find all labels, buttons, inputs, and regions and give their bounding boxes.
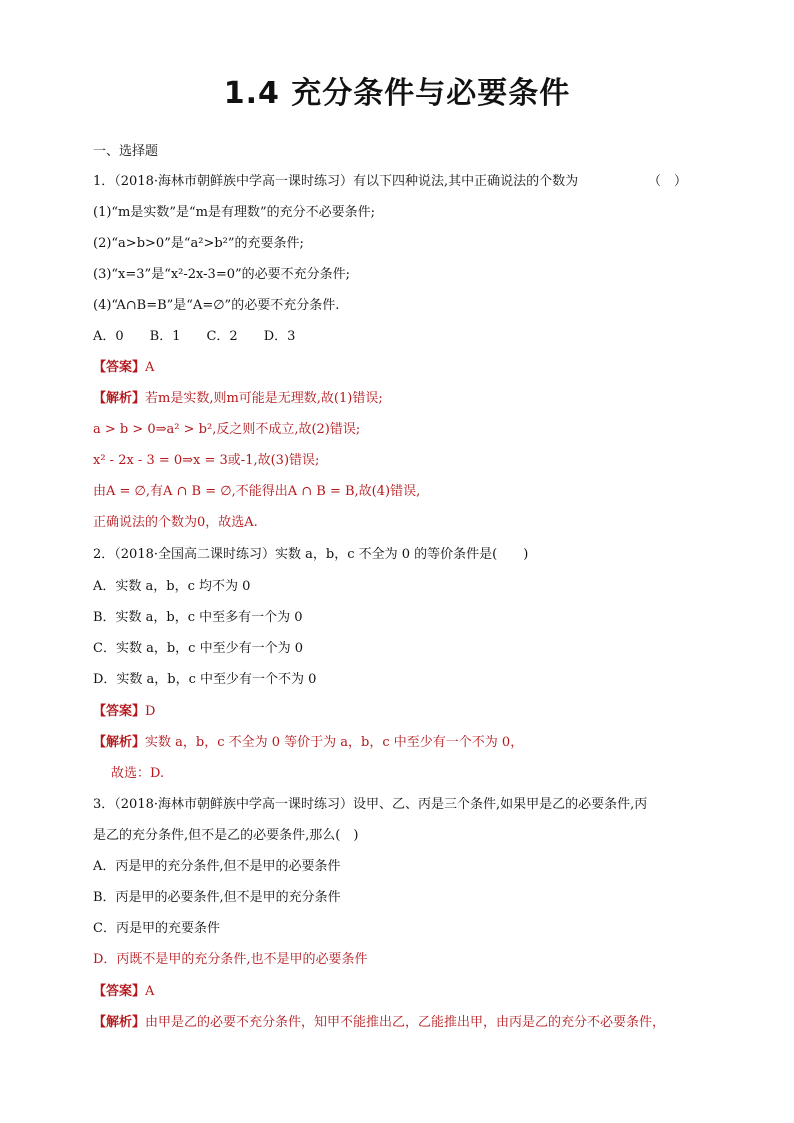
answer-tag: 【答案】 [93,984,146,999]
analysis-tag: 【解析】 [93,391,146,406]
question-2-option: B．实数 a，b，c 中至多有一个为 0 [93,610,303,625]
question-3-answer [93,983,154,1001]
question-1-answer [93,359,154,377]
question-3-analysis [93,1014,665,1032]
question-3-stem: 3．（2018·海林市朝鲜族中学高一课时练习）设甲、乙、丙是三个条件,如果甲是乙的必要条件,丙 [93,797,648,812]
question-1-item: (1)“m是实数”是“m是有理数”的充分不必要条件; [93,205,376,220]
question-2-answer [93,703,155,721]
question-1-item: (4)“A∩B=B”是“A=∅”的必要不充分条件. [93,298,340,313]
section-heading: 一、选择题 [93,144,159,159]
answer-value: D [145,704,156,719]
analysis-tag: 【解析】 [93,735,146,750]
answer-tag: 【答案】 [93,360,146,375]
analysis-line: 正确说法的个数为0，故选A. [93,515,258,530]
answer-value: A [145,360,155,375]
answer-tag: 【答案】 [93,704,146,719]
analysis-text: 实数 a，b，c 不全为 0 等价于为 a，b，c 中至少有一个不为 0， [145,735,524,750]
question-2-stem: 2．（2018·全国高二课时练习）实数 a，b，c 不全为 0 的等价条件是( ) [93,547,529,562]
question-2-analysis [93,734,523,752]
analysis-text: 若m是实数,则m可能是无理数,故(1)错误; [145,391,383,406]
question-2-option: D．实数 a，b，c 中至少有一个不为 0 [93,672,317,687]
analysis-line: a > b > 0⇒a² > b²,反之则不成立,故(2)错误; [93,422,361,437]
question-3-option: D．丙既不是甲的充分条件,也不是甲的必要条件 [93,952,368,967]
analysis-tag: 【解析】 [93,1015,146,1030]
question-3-stem-cont: 是乙的充分条件,但不是乙的必要条件,那么( ) [93,828,359,843]
question-1-options: A．0 B．1 C．2 D．3 [93,329,296,344]
page-title: 1.4 充分条件与必要条件 [223,76,571,111]
analysis-line: 由A = ∅,有A ∩ B = ∅,不能得出A ∩ B = B,故(4)错误, [93,484,421,499]
question-3-option: A．丙是甲的充分条件,但不是甲的必要条件 [93,859,341,874]
question-1-paren: （ ） [648,174,688,189]
question-3-option: B．丙是甲的必要条件,但不是甲的充分条件 [93,890,341,905]
question-1-item: (3)“x=3”是“x²-2x-3=0”的必要不充分条件; [93,267,351,282]
analysis-line: 故选：D. [111,766,165,781]
question-2-option: C．实数 a，b，c 中至少有一个为 0 [93,641,303,656]
question-3-option: C．丙是甲的充要条件 [93,921,220,936]
question-1-analysis [93,390,383,408]
analysis-text: 由甲是乙的必要不充分条件，知甲不能推出乙，乙能推出甲，由丙是乙的充分不必要条件， [145,1015,666,1030]
analysis-line: x² - 2x - 3 = 0⇒x = 3或-1,故(3)错误; [93,453,320,468]
question-2-option: A．实数 a，b，c 均不为 0 [93,579,251,594]
answer-value: A [145,984,155,999]
question-1-stem: 1．（2018·海林市朝鲜族中学高一课时练习）有以下四种说法,其中正确说法的个数为 [93,174,579,189]
question-1-item: (2)“a>b>0”是“a²>b²”的充要条件; [93,236,304,251]
